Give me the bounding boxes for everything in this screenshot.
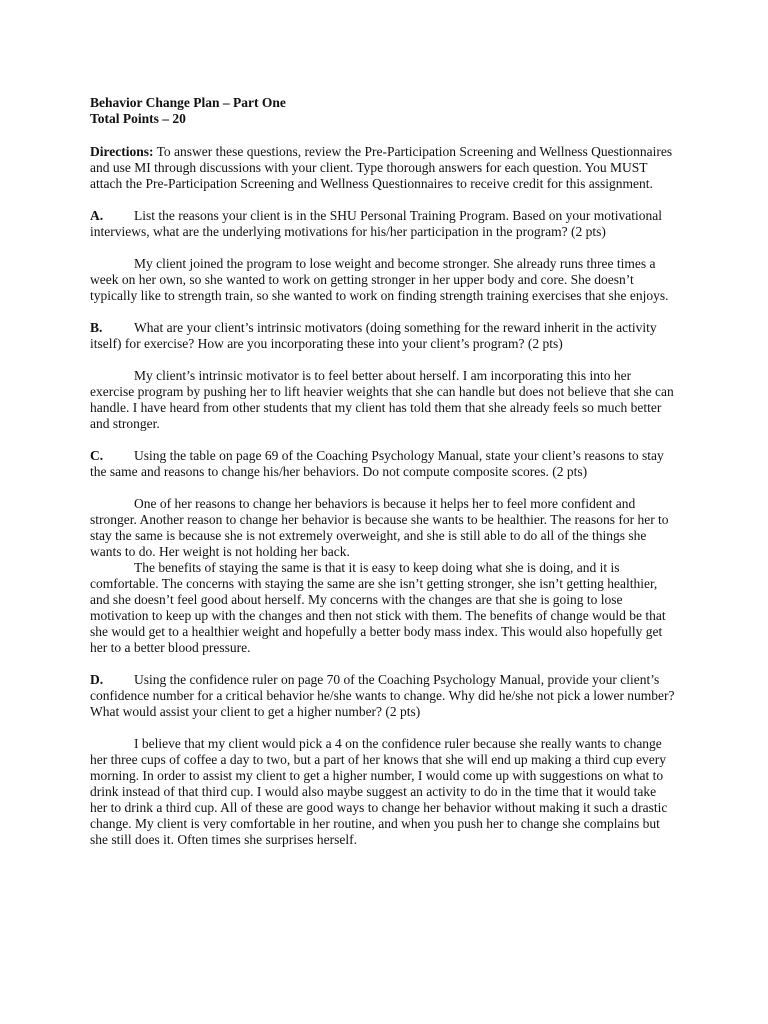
answer-a-paragraph-1: My client joined the program to lose weight and become stronger. She already runs three times a week on her own, so she wanted to work on getting stronger in her upper body and core. She doesn’t typically like to strength train, so she wanted to work on finding strength training exercises that she enjoys. [90, 256, 669, 303]
question-c [90, 448, 675, 480]
answer-c-paragraph-1: One of her reasons to change her behaviors is because it helps her to feel more confident and stronger. Another reason to change her behavior is because she wants to be healthier. The reasons for her to stay the same is because she is not extremely overweight, and she is still able to do all of the things she wants to do. Her weight is not holding her back. [90, 496, 669, 559]
question-a-letter: A. [90, 208, 104, 223]
total-points: Total Points – 20 [90, 111, 186, 126]
question-a [90, 208, 675, 240]
answer-c-paragraph-2: The benefits of staying the same is that it is easy to keep doing what she is doing, and it is comfortable. The concerns with staying the same are she isn’t getting stronger, she isn’t getting healthier, and she doesn’t feel good about herself. My concerns with the changes are that she is going to lose motivation to keep up with the changes and then not stick with them. The benefits of change would be that she would get to a healthier weight and hopefully a better body mass index. This would also hopefully get her to a better blood pressure. [90, 560, 666, 655]
question-b-letter: B. [90, 320, 103, 335]
question-b [90, 320, 675, 352]
directions-text: To answer these questions, review the Pre-Participation Screening and Wellness Questionnaires and use MI through discussions with your client. Type thorough answers for each question. You MUST attach the Pre-Participation Screening and Wellness Questionnaires to receive credit for this assignment. [90, 144, 673, 191]
question-a-text: List the reasons your client is in the SHU Personal Training Program. Based on your motivational interviews, what are the underlying motivations for his/her participation in the program? (2 pts) [90, 208, 662, 239]
question-d-letter: D. [90, 672, 104, 687]
question-b-text: What are your client’s intrinsic motivators (doing something for the reward inherit in the activity itself) for exercise? How are you incorporating these into your client’s program? (2 pts) [90, 320, 657, 351]
question-d-text: Using the confidence ruler on page 70 of the Coaching Psychology Manual, provide your client’s confidence number for a critical behavior he/she wants to change. Why did he/she not pick a lower number? What would assist your client to get a higher number? (2 pts) [90, 672, 675, 719]
answer-b-paragraph-1: My client’s intrinsic motivator is to feel better about herself. I am incorporating this into her exercise program by pushing her to lift heavier weights that she can handle but does not believe that she can handle. I have heard from other students that my client has told them that she already feels so much better and stronger. [90, 368, 674, 431]
directions-label: Directions: [90, 144, 154, 159]
document-title: Behavior Change Plan – Part One [90, 95, 286, 110]
question-c-letter: C. [90, 448, 104, 463]
answer-d-paragraph-1: I believe that my client would pick a 4 on the confidence ruler because she really wants to change her three cups of coffee a day to two, but a part of her knows that she will end up making a third cup every morning. In order to assist my client to get a higher number, I would come up with suggestions on what to drink instead of that third cup. I would also maybe suggest an activity to do in the time that it would take her to drink a third cup. All of these are good ways to change her behavior without making it such a drastic change. My client is very comfortable in her routine, and when you push her to change she complains but she still does it. Often times she surprises herself. [90, 736, 668, 847]
question-d [90, 672, 675, 720]
question-c-text: Using the table on page 69 of the Coaching Psychology Manual, state your client’s reasons to stay the same and reasons to change his/her behaviors. Do not compute composite scores. (2 pts) [90, 448, 664, 479]
document-page [90, 95, 675, 848]
directions-paragraph [90, 144, 675, 192]
